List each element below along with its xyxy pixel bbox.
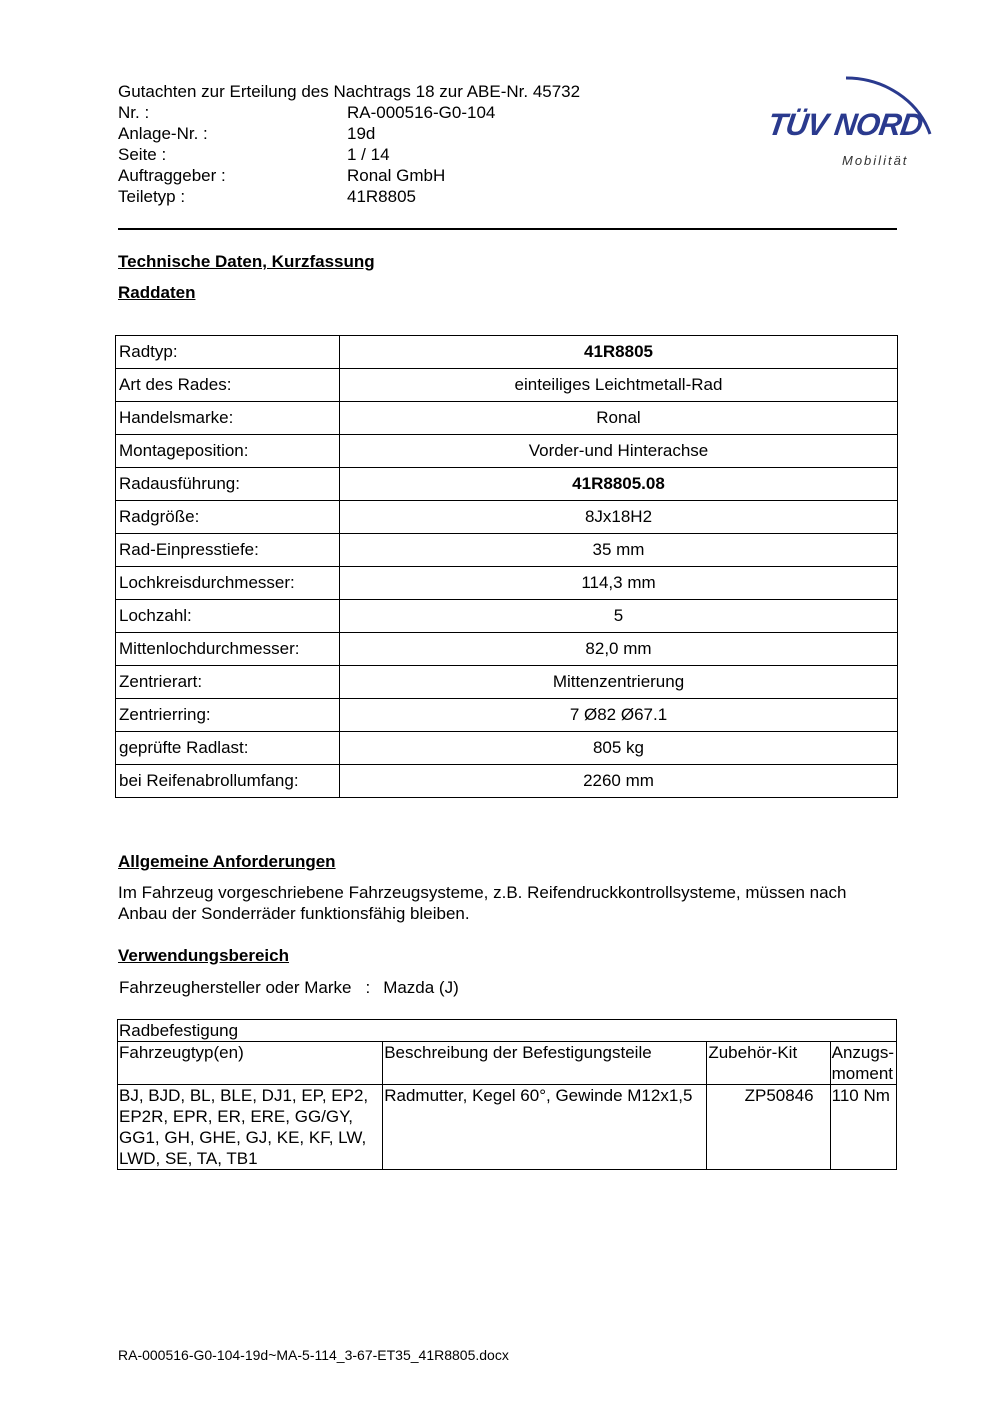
verwendung-row bbox=[119, 978, 459, 998]
header-label: Nr. : bbox=[118, 103, 150, 122]
header-label: Anlage-Nr. : bbox=[118, 124, 208, 143]
raddaten-key: Handelsmarke: bbox=[116, 402, 340, 435]
befestigung-beschreibung: Radmutter, Kegel 60°, Gewinde M12x1,5 bbox=[383, 1085, 707, 1170]
raddaten-value: 41R8805.08 bbox=[340, 468, 898, 501]
table-row bbox=[116, 732, 898, 765]
raddaten-value: 8Jx18H2 bbox=[340, 501, 898, 534]
befestigung-header-row bbox=[118, 1042, 897, 1085]
header-value: 1 / 14 bbox=[347, 145, 390, 164]
radbefestigung-table bbox=[117, 1019, 897, 1170]
raddaten-key: Mittenlochdurchmesser: bbox=[116, 633, 340, 666]
raddaten-value: 805 kg bbox=[340, 732, 898, 765]
header-row-nr bbox=[118, 102, 580, 123]
header-label: Seite : bbox=[118, 145, 167, 164]
logo-brand: TÜV NORD bbox=[765, 107, 925, 142]
section-heading-tech: Technische Daten, Kurzfassung bbox=[118, 252, 375, 271]
tuv-nord-logo bbox=[762, 58, 942, 170]
header-fahrzeugtyp: Fahrzeugtyp(en) bbox=[118, 1042, 383, 1085]
table-row bbox=[116, 402, 898, 435]
raddaten-key: Zentrierart: bbox=[116, 666, 340, 699]
raddaten-value: 35 mm bbox=[340, 534, 898, 567]
logo-subtitle: Mobilität bbox=[842, 153, 909, 168]
footer-filename: RA-000516-G0-104-19d~MA-5-114_3-67-ET35_41R8805.docx bbox=[118, 1347, 509, 1363]
raddaten-key: geprüfte Radlast: bbox=[116, 732, 340, 765]
header-row-teiletyp bbox=[118, 186, 580, 207]
table-row bbox=[116, 567, 898, 600]
header-anzugsmoment: Anzugs-moment bbox=[830, 1042, 896, 1085]
header-block bbox=[118, 81, 580, 207]
section-heading-raddaten: Raddaten bbox=[118, 283, 196, 302]
befestigung-title-row bbox=[118, 1020, 897, 1042]
header-row-anlage bbox=[118, 123, 580, 144]
table-row bbox=[116, 600, 898, 633]
table-row bbox=[116, 369, 898, 402]
header-value: Ronal GmbH bbox=[347, 166, 446, 185]
raddaten-value: 114,3 mm bbox=[340, 567, 898, 600]
table-row bbox=[116, 765, 898, 798]
header-value: 19d bbox=[347, 124, 376, 143]
raddaten-table bbox=[115, 335, 898, 798]
raddaten-key: Lochkreisdurchmesser: bbox=[116, 567, 340, 600]
table-row bbox=[116, 336, 898, 369]
raddaten-key: Radgröße: bbox=[116, 501, 340, 534]
anzugsmoment: 110 Nm bbox=[830, 1085, 896, 1170]
table-row bbox=[116, 435, 898, 468]
table-row bbox=[116, 699, 898, 732]
verwendung-label: Fahrzeughersteller oder Marke bbox=[119, 978, 352, 997]
header-label: Teiletyp : bbox=[118, 187, 186, 206]
document-title: Gutachten zur Erteilung des Nachtrags 18 zur ABE-Nr. 45732 bbox=[118, 82, 581, 101]
fahrzeugtypen: BJ, BJD, BL, BLE, DJ1, EP, EP2, EP2R, EPR, ER, ERE, GG/GY, GG1, GH, GHE, GJ, KE, KF, LW, LWD, SE, TA, TB1 bbox=[118, 1085, 383, 1170]
raddaten-key: Lochzahl: bbox=[116, 600, 340, 633]
table-row bbox=[118, 1085, 897, 1170]
raddaten-value: Vorder-und Hinterachse bbox=[340, 435, 898, 468]
raddaten-key: Rad-Einpresstiefe: bbox=[116, 534, 340, 567]
befestigung-title: Radbefestigung bbox=[118, 1020, 897, 1042]
header-divider bbox=[118, 228, 897, 230]
section-heading-allgemein: Allgemeine Anforderungen bbox=[118, 852, 336, 871]
table-row bbox=[116, 501, 898, 534]
raddaten-value: einteiliges Leichtmetall-Rad bbox=[340, 369, 898, 402]
raddaten-value: Mittenzentrierung bbox=[340, 666, 898, 699]
header-label: Auftraggeber : bbox=[118, 166, 226, 185]
raddaten-value: 2260 mm bbox=[340, 765, 898, 798]
header-value: 41R8805 bbox=[347, 187, 417, 206]
raddaten-value: 7 Ø82 Ø67.1 bbox=[340, 699, 898, 732]
raddaten-key: Montageposition: bbox=[116, 435, 340, 468]
header-beschreibung: Beschreibung der Befestigungsteile bbox=[383, 1042, 707, 1085]
raddaten-value: 82,0 mm bbox=[340, 633, 898, 666]
raddaten-key: Radausführung: bbox=[116, 468, 340, 501]
section-heading-verwendung: Verwendungsbereich bbox=[118, 946, 289, 965]
raddaten-key: Radtyp: bbox=[116, 336, 340, 369]
table-row bbox=[116, 633, 898, 666]
verwendung-value: Mazda (J) bbox=[383, 978, 459, 997]
raddaten-key: Art des Rades: bbox=[116, 369, 340, 402]
header-row-seite bbox=[118, 144, 580, 165]
header-value: RA-000516-G0-104 bbox=[347, 103, 496, 122]
zubehoer-kit: ZP50846 bbox=[707, 1085, 830, 1170]
raddaten-key: bei Reifenabrollumfang: bbox=[116, 765, 340, 798]
raddaten-value: 41R8805 bbox=[340, 336, 898, 369]
header-zubehoer: Zubehör-Kit bbox=[707, 1042, 830, 1085]
allgemein-text: Im Fahrzeug vorgeschriebene Fahrzeugsysteme, z.B. Reifendruckkontrollsysteme, müssen nach Anbau der Sonderräder funktionsfähig bleiben. bbox=[118, 883, 847, 923]
raddaten-value: 5 bbox=[340, 600, 898, 633]
table-row bbox=[116, 666, 898, 699]
verwendung-sep: : bbox=[365, 978, 371, 997]
table-row bbox=[116, 468, 898, 501]
raddaten-key: Zentrierring: bbox=[116, 699, 340, 732]
header-row-auftraggeber bbox=[118, 165, 580, 186]
table-row bbox=[116, 534, 898, 567]
raddaten-value: Ronal bbox=[340, 402, 898, 435]
